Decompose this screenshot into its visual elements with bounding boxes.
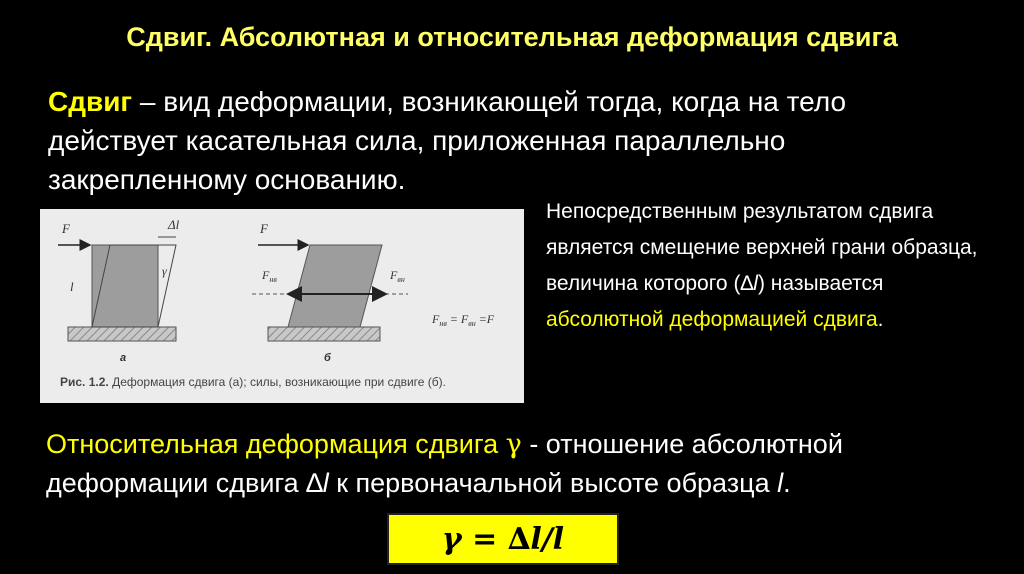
label-fvn: $F_{вн}$ — [390, 268, 405, 284]
relative-deformation-definition — [46, 425, 1006, 502]
formula-box: γ = ∆l/l — [387, 513, 619, 565]
relative-text2: к первоначальной высоте образца — [328, 468, 778, 498]
definition-text: – вид деформации, возникающей тогда, когда на тело действует касательная сила, приложенная параллельно закрепленному основанию. — [48, 86, 847, 195]
label-sub-b: б — [324, 352, 331, 364]
label-f-b: F — [260, 221, 268, 236]
shear-figure — [40, 209, 524, 403]
relative-l1: l — [322, 468, 329, 498]
label-gamma: γ — [162, 264, 167, 278]
side-highlight: абсолютной деформацией сдвига — [546, 308, 878, 331]
label-l: l — [70, 279, 74, 294]
label-f-a: F — [62, 221, 70, 236]
block-b — [288, 245, 382, 327]
relative-delta: ∆ — [306, 468, 323, 498]
side-explanation — [546, 194, 1006, 338]
caption-text: Деформация сдвига (а); силы, возникающие при сдвиге (б). — [108, 375, 446, 389]
gamma-symbol: γ — [505, 429, 522, 460]
shear-diagram — [40, 209, 524, 403]
caption-bold: Рис. 1.2. — [60, 375, 109, 389]
side-text-part2: ) называется — [757, 272, 884, 295]
side-l-symbol: l — [753, 272, 758, 295]
label-delta-l: Δl — [168, 217, 180, 232]
side-text-part1: Непосредственным результатом сдвига является смещение верхней грани образца, величина которого ( — [546, 200, 978, 295]
slide-title: Сдвиг. Абсолютная и относительная деформация сдвига — [126, 22, 898, 52]
shear-definition — [48, 82, 948, 199]
base-a — [68, 327, 176, 341]
relative-term: Относительная деформация сдвига — [46, 429, 499, 459]
block-a-original — [92, 245, 158, 327]
relative-l2: l — [777, 468, 784, 498]
label-fnv: $F_{нв}$ — [262, 268, 277, 284]
side-delta-symbol: ∆ — [740, 272, 754, 295]
figure-caption — [60, 375, 446, 389]
force-equality: $F_{нв} = F_{вн} =F$ — [432, 312, 495, 328]
side-text-end: . — [877, 308, 884, 331]
definition-term: Сдвиг — [48, 86, 133, 117]
label-sub-a: а — [120, 352, 127, 364]
relative-text1: - отношение абсолютной деформации сдвига — [46, 429, 843, 498]
relative-end: . — [783, 468, 791, 498]
base-b — [268, 327, 380, 341]
